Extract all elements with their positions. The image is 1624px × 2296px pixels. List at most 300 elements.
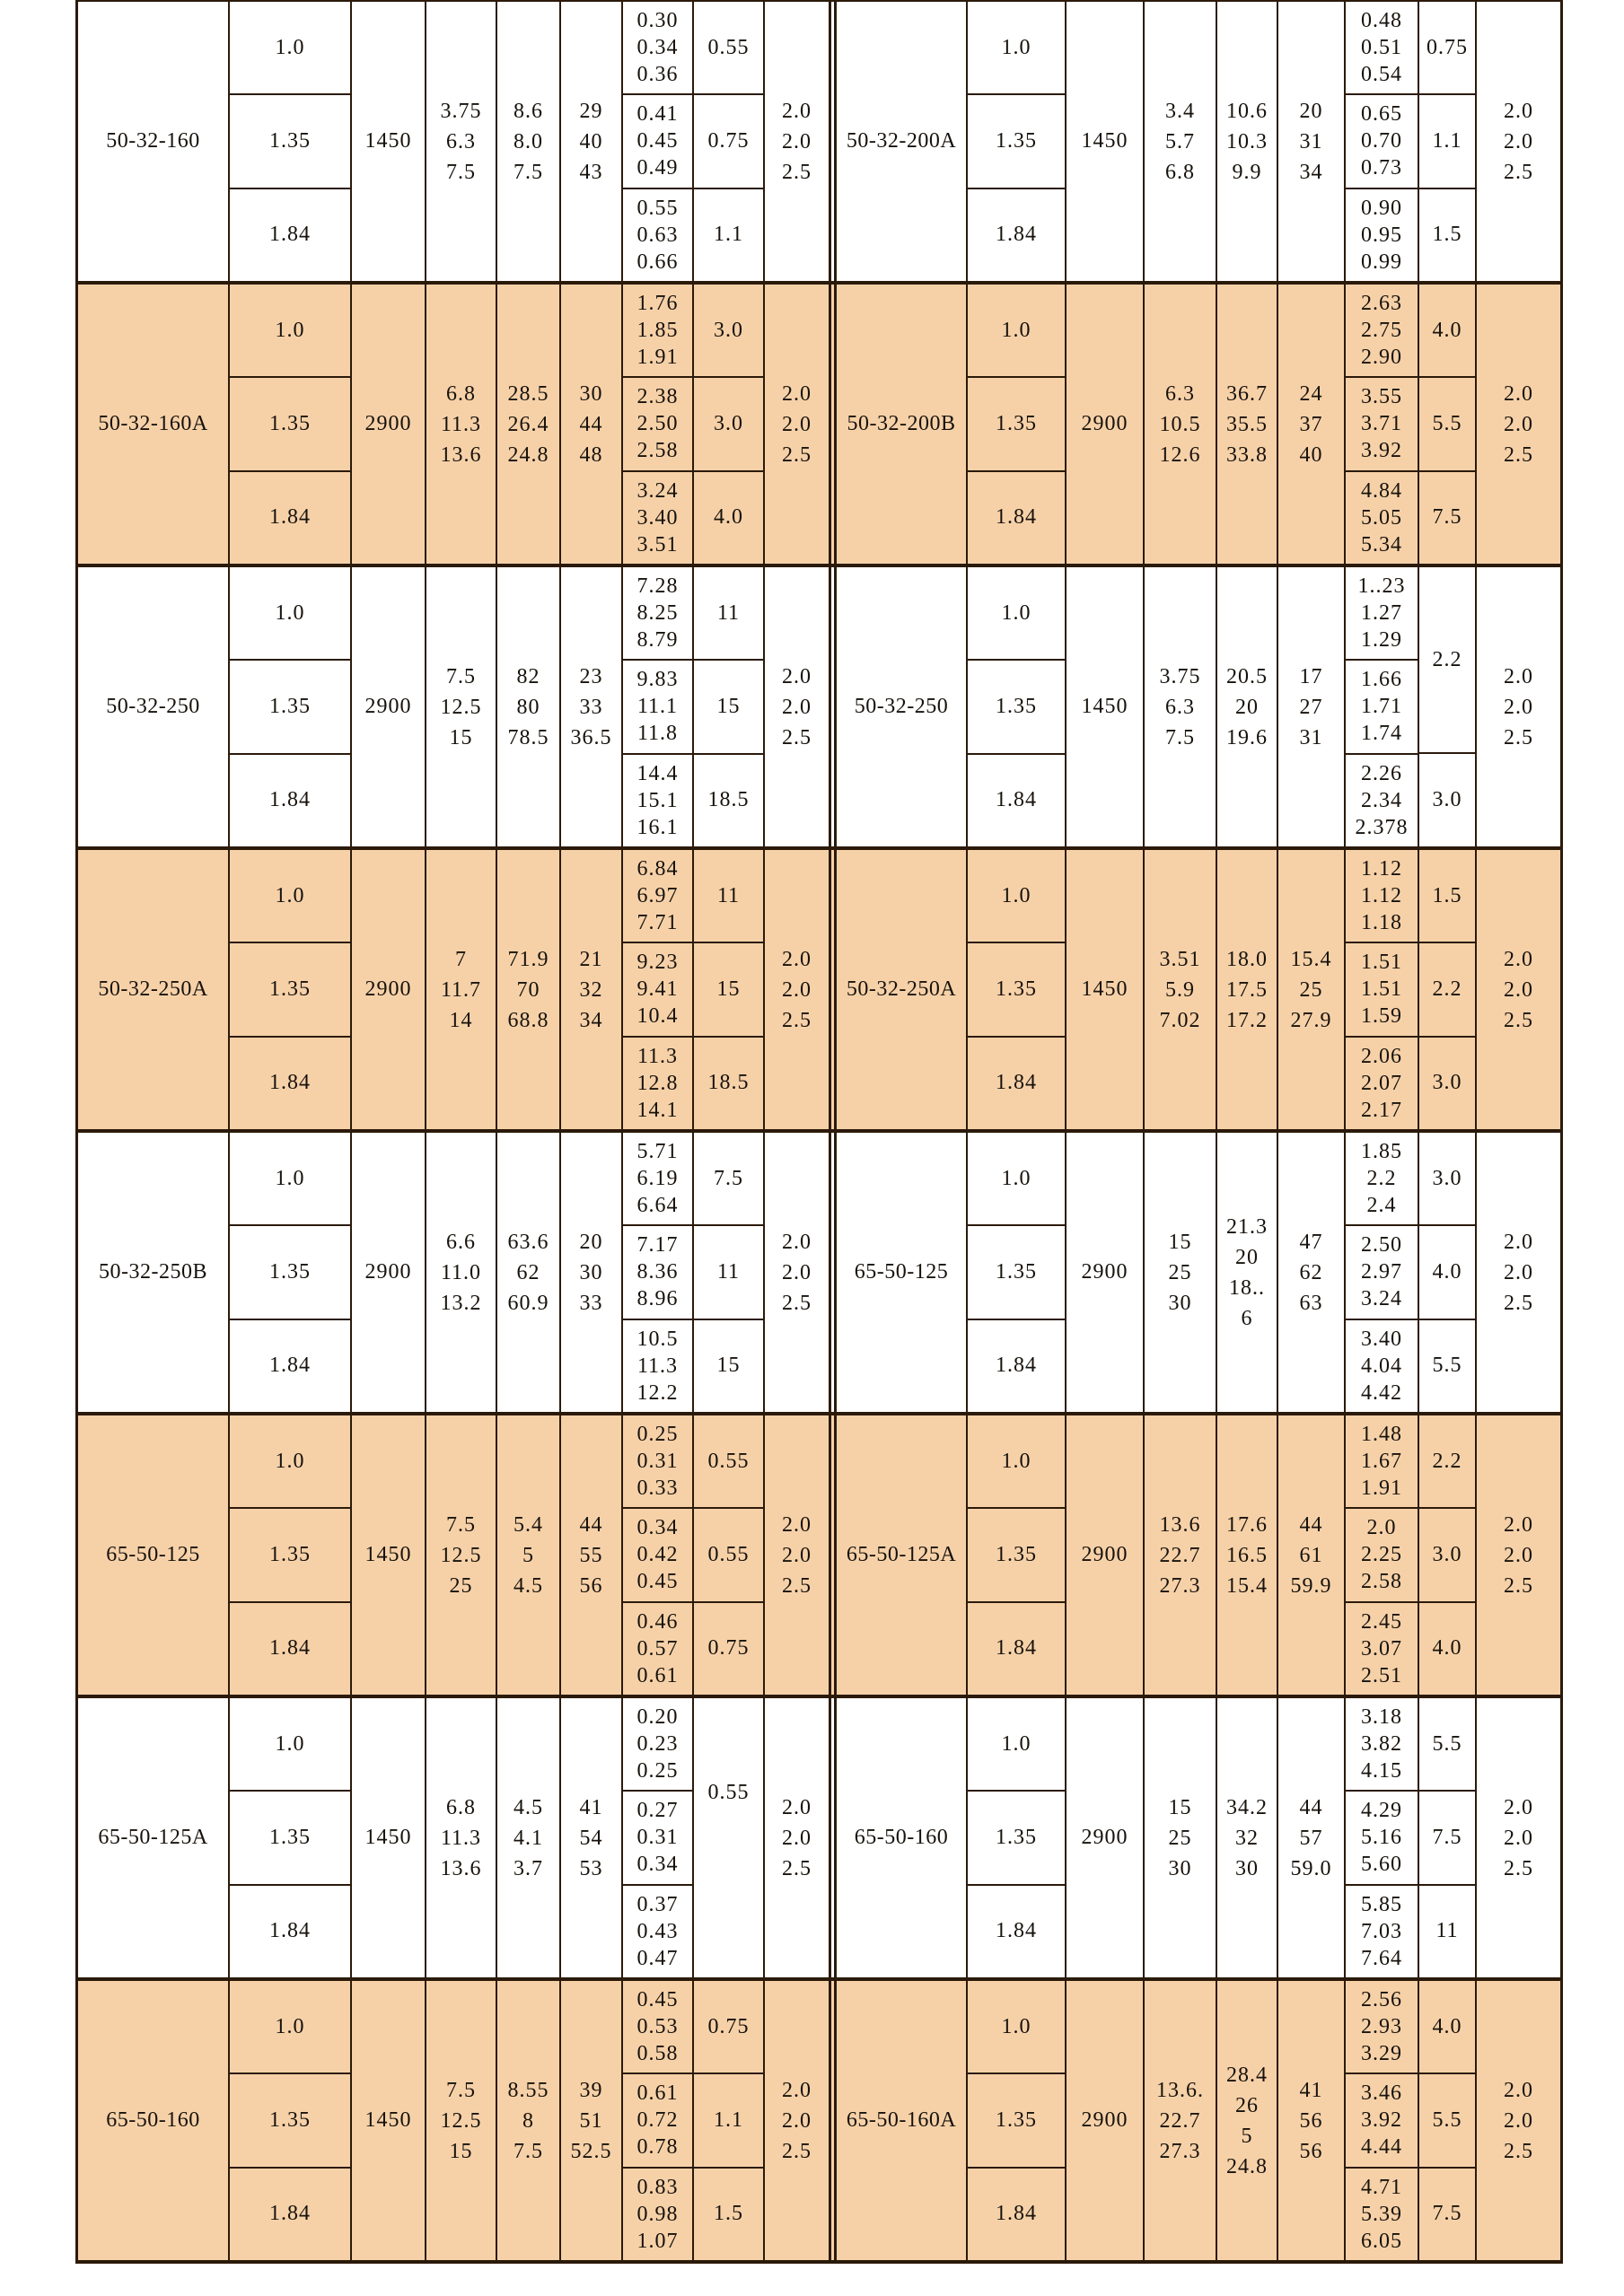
speed-cell: [352, 1981, 425, 2260]
shaft-power-cell: [1346, 2073, 1418, 2166]
shaft-power-line: 1.48: [1361, 1423, 1402, 1447]
flow-line: 25: [1168, 1826, 1192, 1850]
flow-line: 7.5: [446, 160, 476, 184]
efficiency-cell: [1278, 567, 1344, 846]
head-line: 15.4: [1226, 1573, 1268, 1598]
motor-power-cell: [694, 567, 763, 659]
shaft-power-line: 0.48: [1361, 9, 1402, 33]
col-efficiency: [1278, 2, 1346, 281]
col-grade: [765, 1698, 829, 1977]
col-efficiency: [1278, 1415, 1346, 1695]
table-half-divider: [829, 567, 837, 846]
motor-power-text: 0.55: [707, 35, 750, 59]
motor-power-text: 18.5: [707, 1071, 750, 1095]
motor-power-cell: [694, 93, 763, 187]
col-ratios: [968, 1133, 1067, 1412]
model-cell: [78, 1981, 228, 2260]
motor-power-text: 0.75: [1426, 35, 1468, 59]
impeller-ratio-cell-text: 1.35: [269, 1542, 311, 1566]
spec-row: [78, 850, 1560, 1133]
col-efficiency: [561, 1133, 623, 1412]
grade-line: 2.5: [1504, 443, 1533, 467]
grade-line: 2.0: [1504, 947, 1533, 971]
head-line: 3.7: [514, 1856, 543, 1880]
flow-line: 13.6: [440, 443, 482, 467]
col-ratios: [968, 1415, 1067, 1695]
flow-line: 12.6: [1159, 443, 1201, 467]
shaft-power-line: 9.41: [636, 977, 679, 1002]
motor-power-cell: [1419, 1507, 1475, 1600]
grade-line: 2.0: [782, 977, 812, 1002]
col-grade: [1477, 1133, 1560, 1412]
spec-half-left: [78, 850, 829, 1129]
flow-line: 12.5: [440, 1543, 482, 1567]
motor-power-cell: [1419, 1224, 1475, 1318]
col-model: [78, 2, 230, 281]
head-line: 20: [1235, 1245, 1259, 1269]
shaft-power-line: 0.46: [636, 1609, 679, 1634]
shaft-power-line: 0.34: [636, 1516, 679, 1540]
impeller-ratio-cell-text: 1.0: [1001, 1166, 1031, 1190]
impeller-ratio-cell: [230, 376, 350, 469]
efficiency-line: 27: [1299, 695, 1323, 719]
shaft-power-line: 2.07: [1361, 1071, 1402, 1095]
impeller-ratio-cell-text: 1.35: [269, 977, 311, 1001]
shaft-power-cell: [623, 2073, 692, 2166]
motor-power-text: 0.75: [707, 2014, 750, 2038]
col-ratios: [230, 1133, 352, 1412]
shaft-power-line: 2.2: [1366, 1167, 1397, 1191]
grade-cell: [765, 2, 829, 281]
efficiency-cell: [561, 1698, 621, 1977]
shaft-power-cell: [1346, 1133, 1418, 1224]
head-line: 10.3: [1226, 129, 1268, 153]
flow-line: 12.5: [440, 2108, 482, 2133]
col-power: [1346, 567, 1419, 846]
motor-power-text: 1.5: [714, 2202, 743, 2226]
impeller-ratio-cell: [968, 1601, 1065, 1695]
shaft-power-cell: [1346, 2, 1418, 93]
col-speed: [352, 1133, 426, 1412]
impeller-ratio-cell-text: 1.35: [269, 694, 311, 718]
col-efficiency: [561, 567, 623, 846]
col-flow: [1145, 1133, 1217, 1412]
efficiency-line: 40: [1299, 443, 1323, 467]
model-cell-text: 50-32-250: [106, 695, 200, 718]
shaft-power-line: 10.4: [636, 1004, 679, 1029]
head-line: 71.9: [507, 947, 549, 971]
shaft-power-cell: [623, 1507, 692, 1600]
motor-power-cell: [694, 753, 763, 846]
impeller-ratio-cell: [968, 1698, 1065, 1790]
flow-line: 22.7: [1159, 2108, 1201, 2133]
efficiency-line: 31: [1299, 129, 1323, 153]
shaft-power-line: 0.83: [636, 2175, 679, 2199]
motor-power-text: 1.5: [1432, 883, 1462, 907]
impeller-ratio-cell-text: 1.0: [275, 2014, 305, 2038]
col-model: [837, 850, 968, 1129]
speed-cell-text: 1450: [364, 1543, 412, 1566]
motor-power-cell: [1419, 1133, 1475, 1224]
shaft-power-line: 5.85: [1361, 1892, 1402, 1916]
efficiency-cell: [561, 1415, 621, 1695]
efficiency-line: 34: [579, 1008, 603, 1032]
col-flow: [1145, 285, 1217, 564]
head-line: 24.8: [1226, 2154, 1268, 2178]
col-efficiency: [1278, 850, 1346, 1129]
efficiency-line: 37: [1299, 412, 1323, 436]
head-cell: [497, 1981, 559, 2260]
shaft-power-line: 0.34: [636, 1853, 679, 1877]
head-line: 21.3: [1226, 1214, 1268, 1239]
col-speed: [352, 1415, 426, 1695]
model-cell: [78, 567, 228, 846]
shaft-power-line: 1..23: [1357, 574, 1406, 599]
head-cell: [1217, 1698, 1277, 1977]
col-head: [1217, 567, 1278, 846]
efficiency-line: 32: [579, 977, 603, 1002]
motor-power-text: 11: [1435, 1919, 1459, 1943]
motor-power-text: 1.5: [1432, 223, 1462, 247]
grade-line: 2.5: [1504, 1856, 1533, 1880]
flow-cell: [1145, 850, 1216, 1129]
flow-line: 3.4: [1165, 99, 1195, 123]
motor-power-text: 0.55: [707, 1781, 750, 1804]
shaft-power-cell: [623, 1415, 692, 1507]
impeller-ratio-cell-text: 1.0: [275, 883, 305, 907]
col-head: [1217, 850, 1278, 1129]
shaft-power-line: 2.56: [1361, 1988, 1402, 2012]
flow-line: 7.5: [446, 664, 476, 688]
efficiency-line: 55: [579, 1543, 603, 1567]
col-flow: [426, 1415, 497, 1695]
efficiency-line: 56: [1299, 2108, 1323, 2133]
shaft-power-line: 1.91: [1361, 1477, 1402, 1501]
shaft-power-line: 2.26: [1361, 761, 1402, 785]
grade-line: 2.0: [782, 1512, 812, 1537]
shaft-power-line: 1.29: [1361, 628, 1402, 653]
impeller-ratio-cell: [230, 188, 350, 281]
shaft-power-line: 0.98: [636, 2202, 679, 2226]
shaft-power-line: 0.70: [1361, 129, 1402, 153]
efficiency-cell: [561, 850, 621, 1129]
spec-half-right: [837, 1415, 1560, 1695]
grade-line: 2.5: [782, 1856, 812, 1880]
col-model: [837, 1981, 968, 2260]
col-head: [497, 1133, 561, 1412]
grade-line: 2.5: [782, 1573, 812, 1598]
head-line: 26.4: [507, 412, 549, 436]
head-cell: [1217, 285, 1277, 564]
motor-power-text: 0.55: [707, 1542, 750, 1566]
grade-line: 2.0: [782, 412, 812, 436]
efficiency-line: 44: [579, 1512, 603, 1537]
motor-power-cell: [694, 376, 763, 469]
flow-line: 5.7: [1165, 129, 1195, 153]
impeller-ratio-cell: [968, 2, 1065, 93]
motor-power-text: 4.0: [1432, 1259, 1462, 1284]
col-flow: [426, 567, 497, 846]
impeller-ratio-cell: [968, 753, 1065, 846]
impeller-ratio-cell: [968, 1415, 1065, 1507]
head-line: 30: [1235, 1856, 1259, 1880]
col-motor: [1419, 850, 1477, 1129]
motor-power-cell: [1419, 470, 1475, 564]
efficiency-line: 57: [1299, 1826, 1323, 1850]
shaft-power-line: 3.24: [636, 478, 679, 503]
motor-power-cell: [694, 2073, 763, 2166]
shaft-power-line: 3.51: [636, 532, 679, 556]
shaft-power-line: 0.20: [636, 1705, 679, 1730]
motor-power-cell: [694, 659, 763, 752]
col-power: [623, 567, 694, 846]
efficiency-line: 24: [1299, 381, 1323, 406]
shaft-power-line: 5.34: [1361, 532, 1402, 556]
col-ratios: [968, 850, 1067, 1129]
shaft-power-line: 8.25: [636, 601, 679, 626]
motor-power-cell: [1419, 1981, 1475, 2073]
head-line: 9.9: [1232, 160, 1262, 184]
grade-line: 2.0: [1504, 977, 1533, 1002]
shaft-power-cell: [623, 93, 692, 187]
shaft-power-line: 3.40: [636, 505, 679, 530]
col-speed: [352, 567, 426, 846]
impeller-ratio-cell-text: 1.0: [1001, 600, 1031, 625]
impeller-ratio-cell-text: 1.84: [996, 223, 1037, 247]
efficiency-line: 43: [579, 160, 603, 184]
speed-cell-text: 2900: [364, 695, 412, 718]
spec-row: [78, 1981, 1560, 2264]
speed-cell-text: 1450: [364, 129, 412, 153]
col-flow: [426, 1981, 497, 2260]
col-power: [623, 1415, 694, 1695]
speed-cell: [352, 1415, 425, 1695]
shaft-power-cell: [1346, 567, 1418, 659]
efficiency-line: 56: [1299, 2139, 1323, 2163]
col-power: [623, 1698, 694, 1977]
col-ratios: [230, 1981, 352, 2260]
efficiency-line: 51: [579, 2108, 603, 2133]
col-flow: [1145, 1698, 1217, 1977]
col-power: [1346, 1981, 1419, 2260]
shaft-power-line: 4.44: [1361, 2135, 1402, 2160]
impeller-ratio-cell: [968, 1224, 1065, 1318]
flow-line: 11.3: [440, 412, 482, 436]
shaft-power-line: 0.63: [636, 223, 679, 247]
shaft-power-line: 0.34: [636, 36, 679, 60]
shaft-power-cell: [623, 285, 692, 376]
col-speed: [1067, 1981, 1145, 2260]
impeller-ratio-cell: [230, 1507, 350, 1600]
speed-cell-text: 2900: [364, 977, 412, 1001]
grade-line: 2.0: [1504, 1795, 1533, 1819]
shaft-power-line: 4.04: [1361, 1354, 1402, 1378]
col-grade: [765, 1133, 829, 1412]
impeller-ratio-cell: [968, 1036, 1065, 1129]
grade-line: 2.0: [782, 695, 812, 719]
motor-power-text: 7.5: [1432, 505, 1462, 530]
grade-line: 2.5: [782, 2139, 812, 2163]
shaft-power-line: 1.71: [1361, 695, 1402, 719]
col-efficiency: [1278, 1698, 1346, 1977]
model-cell-text: 50-32-200A: [846, 129, 957, 153]
shaft-power-line: 6.19: [636, 1167, 679, 1191]
impeller-ratio-cell: [968, 942, 1065, 1035]
shaft-power-line: 5.39: [1361, 2202, 1402, 2226]
col-power: [623, 2, 694, 281]
shaft-power-cell: [1346, 376, 1418, 469]
model-cell-text: 50-32-250: [854, 695, 949, 718]
impeller-ratio-cell: [230, 470, 350, 564]
motor-power-text: 4.0: [714, 505, 743, 530]
flow-cell: [1145, 1981, 1216, 2260]
shaft-power-cell: [623, 753, 692, 846]
shaft-power-line: 1.76: [636, 292, 679, 316]
col-grade: [1477, 1981, 1560, 2260]
col-motor: [694, 285, 765, 564]
col-model: [837, 2, 968, 281]
flow-line: 11.3: [440, 1826, 482, 1850]
head-line: 10.6: [1226, 99, 1268, 123]
spec-half-right: [837, 567, 1560, 846]
col-grade: [765, 1981, 829, 2260]
shaft-power-cell: [1346, 659, 1418, 752]
col-speed: [1067, 2, 1145, 281]
col-model: [837, 567, 968, 846]
grade-cell: [1477, 1981, 1560, 2260]
shaft-power-line: 4.84: [1361, 478, 1402, 503]
impeller-ratio-cell: [968, 1981, 1065, 2073]
efficiency-line: 59.0: [1290, 1856, 1332, 1880]
efficiency-line: 63: [1299, 1291, 1323, 1315]
motor-power-text: 2.2: [1432, 977, 1462, 1001]
col-speed: [1067, 1415, 1145, 1695]
impeller-ratio-cell: [230, 659, 350, 752]
motor-power-text: 3.0: [1432, 1542, 1462, 1566]
grade-line: 2.5: [782, 443, 812, 467]
col-ratios: [230, 285, 352, 564]
efficiency-line: 39: [579, 2078, 603, 2102]
shaft-power-line: 0.27: [636, 1799, 679, 1823]
efficiency-line: 47: [1299, 1230, 1323, 1254]
efficiency-line: 44: [1299, 1512, 1323, 1537]
flow-line: 6.3: [1165, 381, 1195, 406]
speed-cell: [1067, 1981, 1143, 2260]
motor-power-cell: [1419, 1884, 1475, 1977]
col-speed: [352, 2, 426, 281]
impeller-ratio-cell: [230, 850, 350, 942]
model-cell: [78, 1415, 228, 1695]
table-half-divider: [829, 1415, 837, 1695]
shaft-power-line: 1.07: [636, 2229, 679, 2253]
speed-cell-text: 1450: [364, 1826, 412, 1849]
shaft-power-cell: [623, 1224, 692, 1318]
grade-cell: [765, 850, 829, 1129]
shaft-power-line: 0.99: [1361, 250, 1402, 274]
motor-power-cell: [1419, 188, 1475, 281]
shaft-power-line: 12.8: [636, 1071, 679, 1095]
efficiency-line: 36.5: [570, 725, 612, 749]
impeller-ratio-cell: [230, 753, 350, 846]
col-head: [497, 567, 561, 846]
impeller-ratio-cell-text: 1.84: [996, 1354, 1037, 1378]
col-flow: [1145, 1981, 1217, 2260]
head-cell: [1217, 1981, 1277, 2260]
motor-power-cell: [1419, 850, 1475, 942]
shaft-power-line: 7.28: [636, 574, 679, 599]
efficiency-line: 48: [579, 443, 603, 467]
flow-line: 13.6.: [1156, 2078, 1204, 2102]
flow-cell: [1145, 285, 1216, 564]
shaft-power-line: 16.1: [636, 815, 679, 839]
speed-cell-text: 1450: [1081, 129, 1128, 153]
shaft-power-line: 0.57: [636, 1636, 679, 1661]
flow-cell: [1145, 1133, 1216, 1412]
col-power: [623, 850, 694, 1129]
flow-cell: [1145, 567, 1216, 846]
col-motor: [694, 1698, 765, 1977]
shaft-power-line: 11.1: [636, 695, 679, 719]
grade-line: 2.5: [1504, 2139, 1533, 2163]
impeller-ratio-cell-text: 1.35: [996, 2108, 1037, 2132]
head-cell: [1217, 1415, 1277, 1695]
model-cell-text: 50-32-250A: [98, 977, 208, 1001]
impeller-ratio-cell: [968, 285, 1065, 376]
shaft-power-line: 1.51: [1361, 977, 1402, 1002]
shaft-power-line: 0.95: [1361, 223, 1402, 247]
shaft-power-cell: [623, 850, 692, 942]
motor-power-text: 3.0: [1432, 1071, 1462, 1095]
speed-cell: [352, 285, 425, 564]
flow-line: 15: [1168, 1230, 1192, 1254]
impeller-ratio-cell-text: 1.0: [275, 600, 305, 625]
col-head: [497, 1981, 561, 2260]
col-ratios: [968, 2, 1067, 281]
model-cell: [837, 567, 966, 846]
efficiency-line: 20: [1299, 99, 1323, 123]
grade-cell: [1477, 567, 1560, 846]
shaft-power-line: 2.06: [1361, 1044, 1402, 1068]
grade-cell: [765, 567, 829, 846]
speed-cell: [352, 1698, 425, 1977]
grade-line: 2.0: [1504, 1543, 1533, 1567]
grade-line: 2.0: [782, 99, 812, 123]
motor-power-text: 0.55: [707, 1449, 750, 1473]
shaft-power-line: 8.96: [636, 1287, 679, 1311]
speed-cell-text: 2900: [1081, 1260, 1128, 1284]
model-cell-text: 65-50-160A: [846, 2108, 957, 2132]
grade-line: 2.5: [782, 725, 812, 749]
shaft-power-line: 0.45: [636, 129, 679, 153]
shaft-power-line: 14.4: [636, 761, 679, 785]
col-head: [497, 2, 561, 281]
efficiency-line: 31: [1299, 725, 1323, 749]
flow-line: 22.7: [1159, 1543, 1201, 1567]
motor-power-cell: [1419, 2, 1475, 93]
motor-power-text: 15: [716, 977, 741, 1001]
speed-cell-text: 1450: [364, 2108, 412, 2132]
motor-power-text: 4.0: [1432, 318, 1462, 342]
efficiency-line: 29: [579, 99, 603, 123]
shaft-power-cell: [623, 942, 692, 1035]
shaft-power-line: 2.51: [1361, 1663, 1402, 1687]
col-flow: [426, 850, 497, 1129]
head-line: 35.5: [1226, 412, 1268, 436]
grade-line: 2.0: [1504, 129, 1533, 153]
shaft-power-cell: [623, 1036, 692, 1129]
shaft-power-line: 8.36: [636, 1260, 679, 1284]
head-line: 17.5: [1226, 977, 1268, 1002]
